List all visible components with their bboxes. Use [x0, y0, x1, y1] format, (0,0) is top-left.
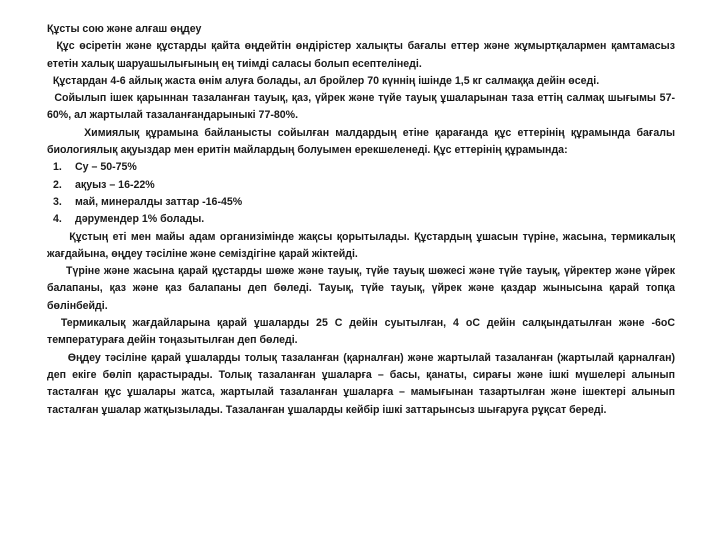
paragraph-meat-yield: Сойылып ішек қарыннан тазаланған тауық, қаз, үйрек және түйе тауық ұшаларынан таза еттің салмақ шығымы 57-60%, ал жартылай тазаланғандарыныкі 77-80%.: [47, 92, 675, 122]
list-item-number: 3.: [53, 195, 62, 208]
document-page: [47, 21, 675, 419]
list-item: [47, 194, 675, 211]
paragraph-digestibility: Құстың еті мен майы адам организімінде жақсы қорытылады. Құстардың ұшасын түріне, жасына, термикалық жағдайына, өңдеу тәсіліне және семіздігіне қарай жіктейді.: [47, 230, 675, 260]
document-title: Құсты сою және алғаш өңдеу: [47, 23, 202, 35]
paragraph-broiler-growth: Құстардан 4-6 айлық жаста өнім алуға болады, ал бройлер 70 күннің ішінде 1,5 кг салмаққа дейін өседі.: [47, 74, 600, 87]
list-item-number: 1.: [53, 161, 62, 174]
list-item-text: ақуыз – 16-22%: [75, 178, 155, 191]
paragraph-processing-method: Өңдеу тәсіліне қарай ұшаларды толық тазаланған (қарналған) және жартылай тазаланған (жартылай қарналған) деп екіге бөліп қарастырады. Толық тазаланған ұшаларға – басы, қанаты, сирағы және ішкі мүшелері алынып тасталған құс ұшалары жатса, жартылай тазаланған ұшаларға – мамығынан тазартылған және ішектері алынып тасталған ұшалар жатқызылады. Тазаланған ұшаларды кейбір ішкі заттарынсыз шығаруға рұқсат береді.: [47, 351, 675, 416]
list-item-number: 2.: [53, 178, 62, 191]
paragraph-chemical-composition: Химиялық құрамына байланысты сойылған малдардың етіне қарағанда құс еттерінің құрамында бағалы биологиялық ақуыздар мен еритін майлардың болуымен ерекшеленеді. Құс еттерінің құрамында:: [47, 126, 675, 157]
list-item: [47, 211, 675, 228]
list-item-text: дәрумендер 1% болады.: [75, 213, 205, 226]
composition-list: [47, 159, 675, 228]
paragraph-thermal-condition: Термикалық жағдайларына қарай ұшаларды 25 С дейін суытылған, 4 оС дейін салқындатылған және -6оС температураға дейін тоңазытылған деп бөледі.: [47, 317, 675, 347]
list-item-number: 4.: [53, 213, 62, 226]
paragraph-poultry-industry: Құс өсіретін және құстарды қайта өңдейтін өндірістер халықты бағалы еттер және жұмыртқалармен қамтамасыз ететін халық шаруашылығының ең тиімді саласы болып есептелінеді.: [47, 40, 675, 70]
list-item-text: Су – 50-75%: [75, 161, 137, 174]
list-item: [47, 159, 675, 176]
paragraph-classification-by-type: Түріне және жасына қарай құстарды шөже және тауық, түйе тауық шөжесі және түйе тауық, үйректер және үйрек балапаны, қаз және қаз балапаны деп бөледі. Тауық, түйе тауық, үйрек және қаздар жынысына қарай топқа бөлінбейді.: [47, 265, 675, 312]
list-item: [47, 177, 675, 194]
list-item-text: май, минералды заттар -16-45%: [75, 195, 243, 208]
